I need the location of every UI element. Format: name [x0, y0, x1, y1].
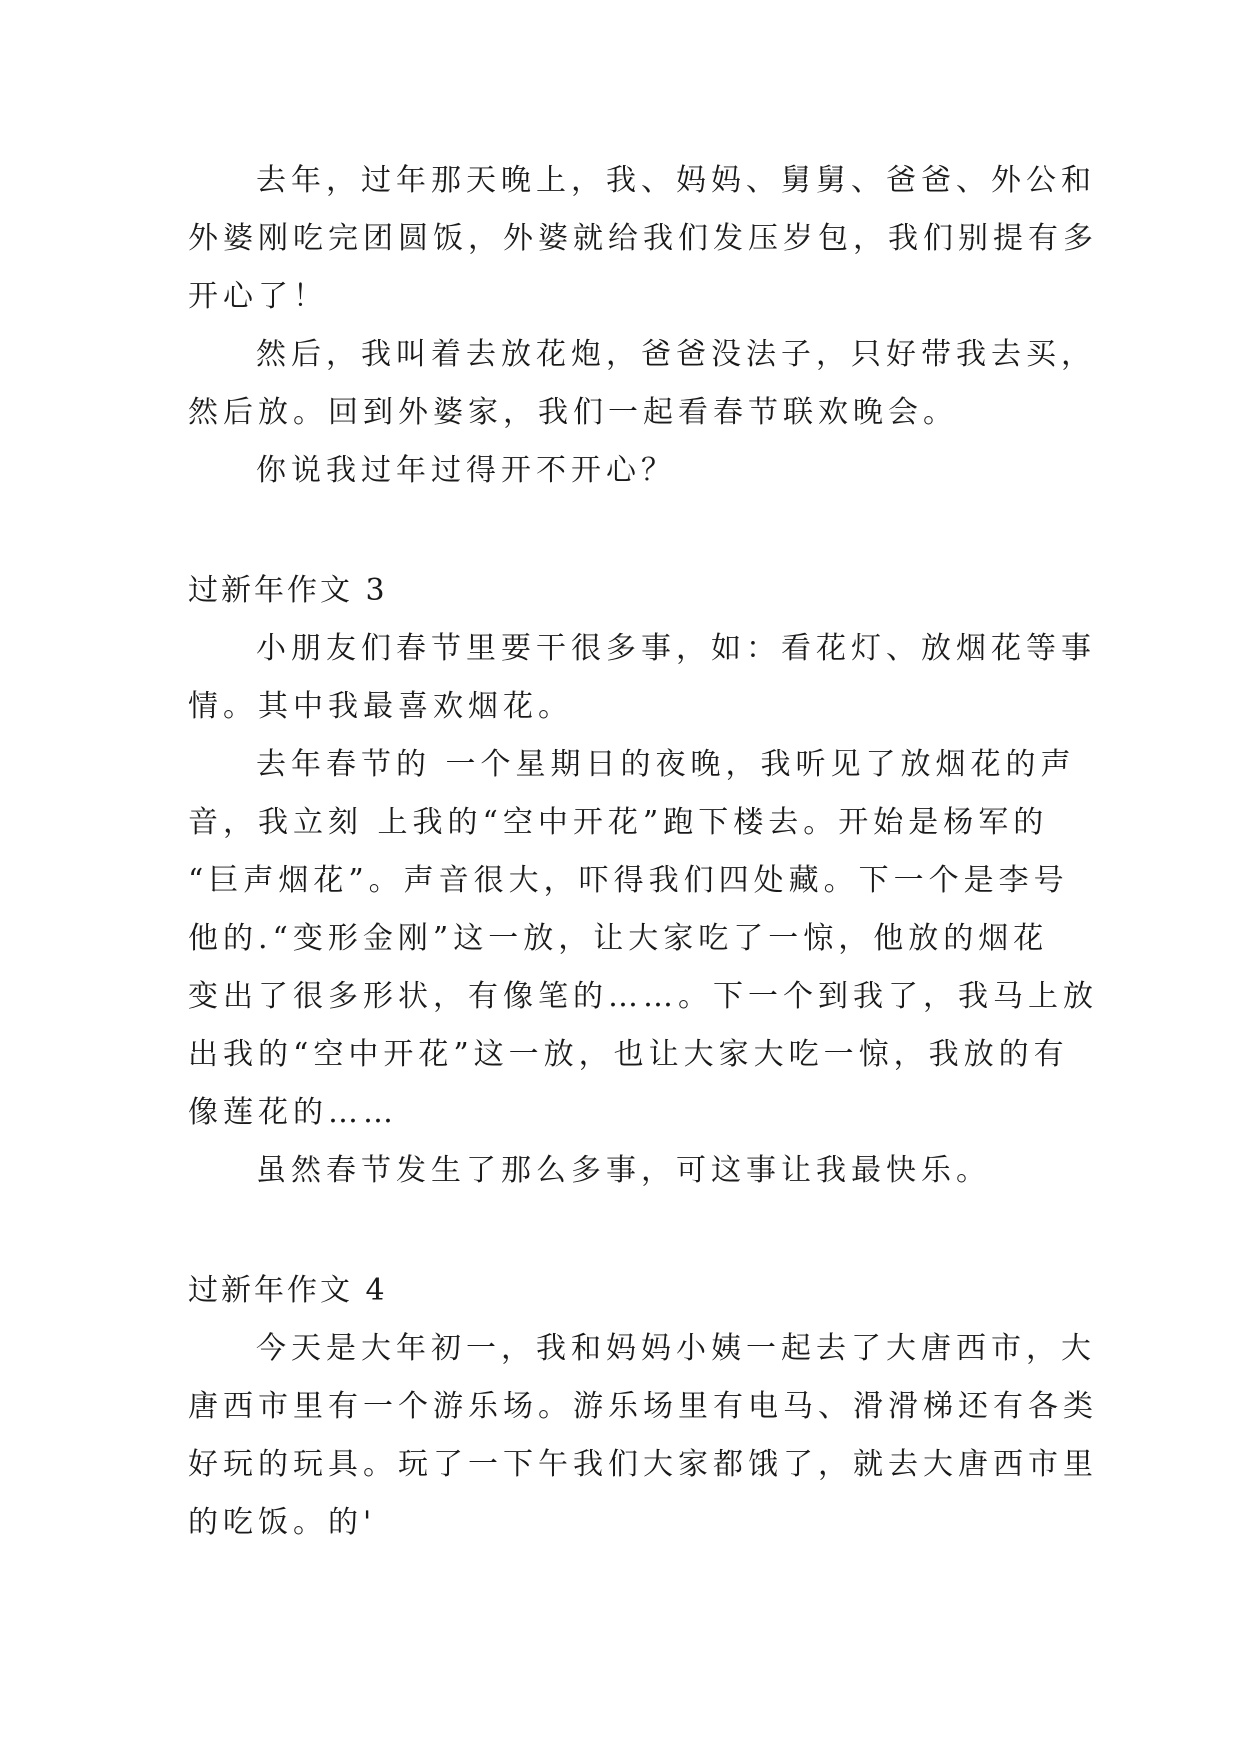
- paragraph-line: 今天是大年初一，我和妈妈小姨一起去了大唐西市，大: [256, 1331, 1096, 1366]
- paragraph-line: 的吃饭。的': [188, 1505, 377, 1540]
- paragraph-line: 小朋友们春节里要干很多事，如：看花灯、放烟花等事: [256, 631, 1096, 666]
- section-heading: 过新年作文 3: [188, 573, 388, 608]
- paragraph-line: 去年春节的 一个星期日的夜晚，我听见了放烟花的声: [256, 747, 1076, 782]
- paragraph-line: 虽然春节发生了那么多事，可这事让我最快乐。: [256, 1153, 991, 1188]
- paragraph-line: 变出了很多形状，有像笔的……。下一个到我了，我马上放: [188, 979, 1098, 1014]
- paragraph-line: 开心了！: [188, 279, 328, 314]
- paragraph-line: 好玩的玩具。玩了一下午我们大家都饿了，就去大唐西市里: [188, 1447, 1098, 1482]
- paragraph-line: 外婆刚吃完团圆饭，外婆就给我们发压岁包，我们别提有多: [188, 221, 1098, 256]
- paragraph-line: 情。其中我最喜欢烟花。: [188, 689, 573, 724]
- paragraph-line: 出我的“空中开花”这一放，也让大家大吃一惊，我放的有: [188, 1037, 1069, 1072]
- paragraph-line: 去年，过年那天晚上，我、妈妈、舅舅、爸爸、外公和: [256, 163, 1096, 198]
- paragraph-line: 音，我立刻 上我的“空中开花”跑下楼去。开始是杨军的: [188, 805, 1049, 840]
- paragraph-line: 唐西市里有一个游乐场。游乐场里有电马、滑滑梯还有各类: [188, 1389, 1098, 1424]
- paragraph-line: 然后，我叫着去放花炮，爸爸没法子，只好带我去买，: [256, 337, 1096, 372]
- paragraph-line: 然后放。回到外婆家，我们一起看春节联欢晚会。: [188, 395, 958, 430]
- paragraph-line: 你说我过年过得开不开心？: [256, 453, 676, 488]
- section-heading: 过新年作文 4: [188, 1273, 388, 1308]
- paragraph-line: “巨声烟花”。声音很大，吓得我们四处藏。下一个是李号: [188, 863, 1069, 898]
- paragraph-line: 像莲花的……: [188, 1095, 398, 1130]
- paragraph-line: 他的.“变形金刚”这一放，让大家吃了一惊，他放的烟花: [188, 921, 1049, 956]
